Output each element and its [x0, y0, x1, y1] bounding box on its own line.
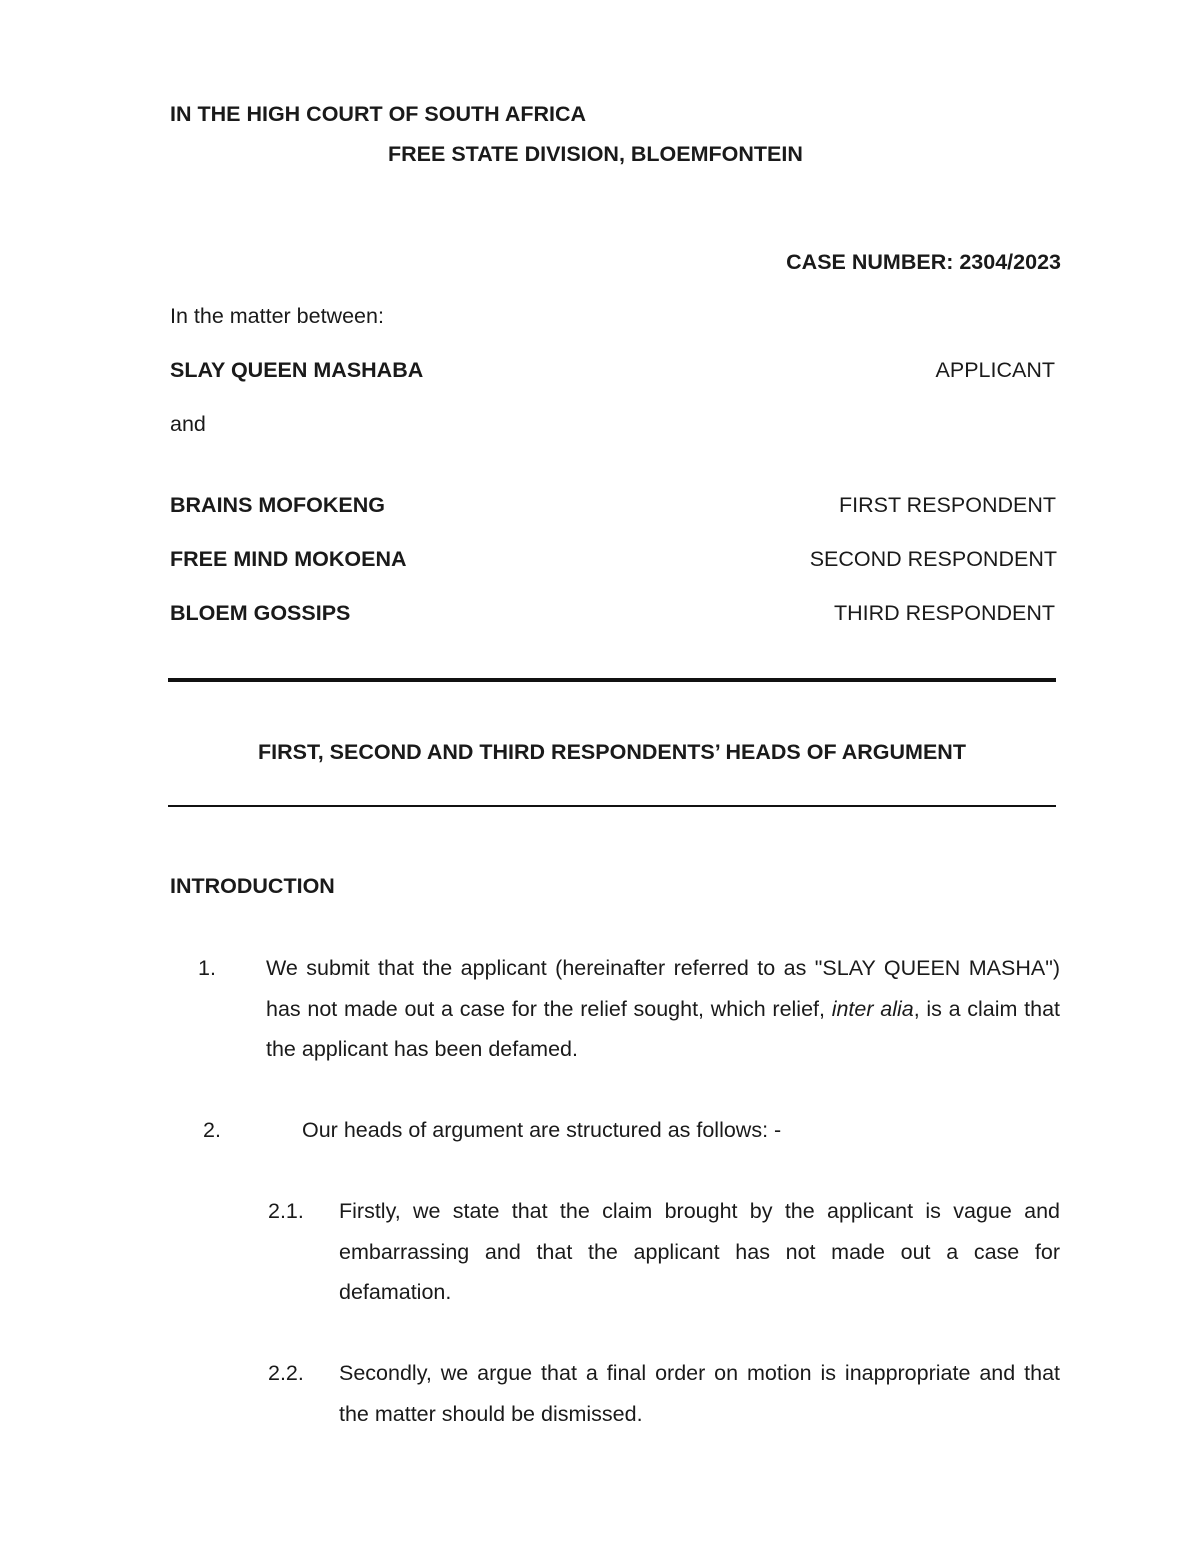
- top-divider: [168, 678, 1056, 682]
- paragraph-text: [266, 948, 1060, 1070]
- applicant-role: APPLICANT: [935, 358, 1055, 382]
- subparagraph-number: 2.2.: [268, 1361, 304, 1385]
- applicant-name: SLAY QUEEN MASHABA: [170, 358, 424, 382]
- respondent-name: BLOEM GOSSIPS: [170, 601, 351, 625]
- respondent-name: FREE MIND MOKOENA: [170, 547, 407, 571]
- subparagraph-number: 2.1.: [268, 1199, 304, 1223]
- respondent-role: FIRST RESPONDENT: [838, 493, 1056, 517]
- paragraph-text-part: , is a claim that the applicant has been defamed.: [266, 996, 1061, 1061]
- paragraph-text: Our heads of argument are structured as follows: -: [302, 1118, 782, 1142]
- court-name: IN THE HIGH COURT OF SOUTH AFRICA: [170, 102, 587, 126]
- bottom-divider: [168, 805, 1056, 807]
- subparagraph-text: Secondly, we argue that a final order on motion is inappropriate and that the matter should be dismissed.: [339, 1361, 1060, 1426]
- case-number: CASE NUMBER: 2304/2023: [786, 250, 1061, 274]
- section-heading: INTRODUCTION: [170, 874, 335, 898]
- paragraph-number: 2.: [203, 1118, 221, 1142]
- document-title: FIRST, SECOND AND THIRD RESPONDENTS’ HEADS OF ARGUMENT: [258, 740, 966, 764]
- respondent-name: BRAINS MOFOKENG: [170, 493, 385, 517]
- respondent-role: THIRD RESPONDENT: [834, 601, 1055, 625]
- paragraph-italic: inter alia: [831, 996, 914, 1021]
- subparagraph-text: Firstly, we state that the claim brought by the applicant is vague and embarrassing and that the applicant has not made out a case for defamation.: [339, 1199, 1060, 1304]
- paragraph-number: 1.: [198, 956, 216, 980]
- matter-between: In the matter between:: [170, 304, 384, 328]
- paragraph-text-part: We submit that the applicant (hereinafter referred to as "SLAY QUEEN MASHA") has not made out a case for the relief sought, which relief,: [266, 956, 1060, 1021]
- conjunction: and: [170, 412, 206, 436]
- respondent-role: SECOND RESPONDENT: [809, 547, 1057, 571]
- court-division: FREE STATE DIVISION, BLOEMFONTEIN: [388, 142, 803, 166]
